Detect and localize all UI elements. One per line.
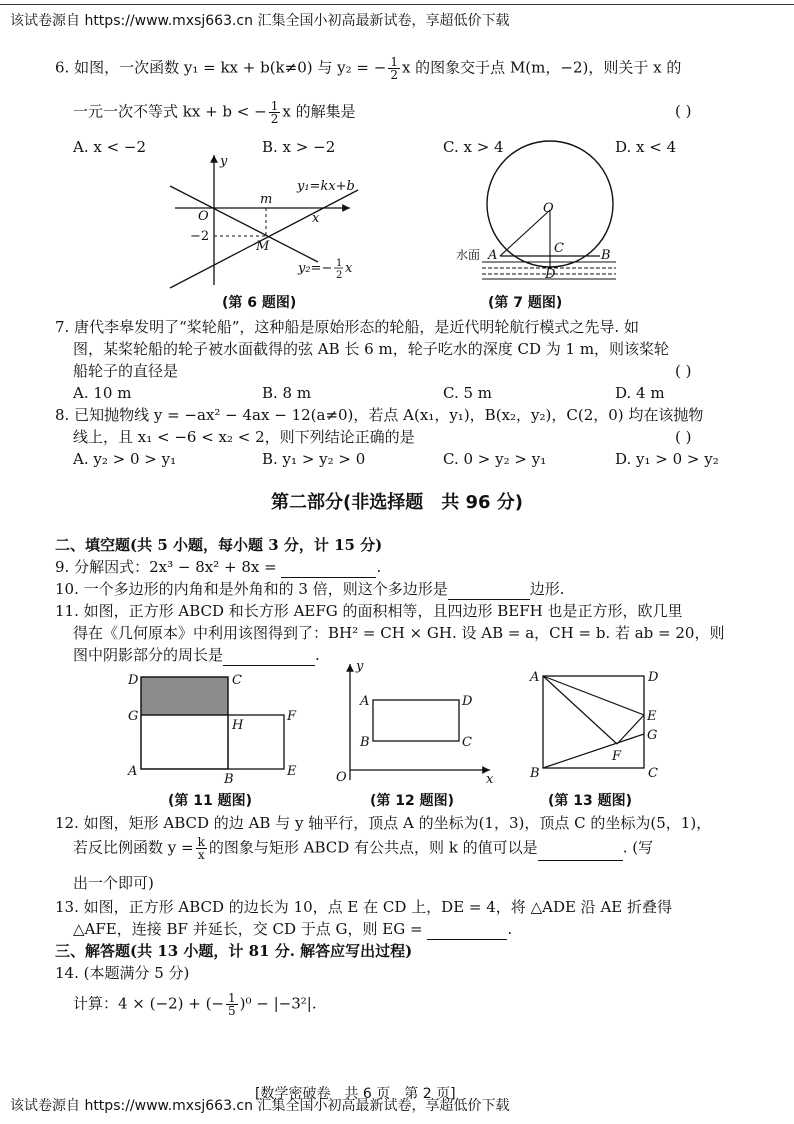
fig13-label-F: F [612, 749, 622, 764]
q6-line1: 6. 如图，一次函数 y₁ = kx + b(k≠0) 与 y₂ = − $\frac{1}{2}$ x 的图象交于点 M(m，−2)，则关于 x 的 [55, 55, 682, 82]
solve-heading: 三、解答题(共 13 小题，计 81 分. 解答应写出过程) [55, 942, 413, 960]
fig11-label-A: A [128, 764, 138, 779]
q11-line3: 图中阴影部分的周长是 . [73, 646, 320, 664]
fig13-segment-FE [617, 715, 644, 744]
q6-option-b: B. x > −2 [262, 138, 336, 156]
fig12-label-O: O [336, 770, 347, 785]
q12-line2: 若反比例函数 y = $\frac{k}{x}$ 的图象与矩形 ABCD 有公共点，则 k 的值可以是 . (写 [73, 835, 654, 862]
q7-line2: 图，某桨轮船的轮子被水面截得的弦 AB 长 6 m，轮子吃水的深度 CD 为 1 m，则该桨轮 [73, 340, 670, 358]
fig7-caption: (第 7 题图) [488, 295, 563, 311]
fig6-x-label: x [312, 211, 320, 226]
q11-line1: 11. 如图，正方形 ABCD 和长方形 AEFG 的面积相等，且四边形 BEFH 也是正方形，欧几里 [55, 602, 683, 620]
fig12-label-x: x [486, 772, 494, 787]
q14-expression: 计算：4 × (−2) + (− $\frac{1}{5}$ )⁰ − |−3²|. [73, 991, 317, 1018]
fig6-y2-tail: x [345, 261, 353, 276]
fig13-label-C: C [648, 766, 658, 781]
fig12-caption: (第 12 题图) [370, 793, 455, 809]
fig6-M-label: M [256, 239, 270, 254]
fig6-neg2-label: −2 [190, 229, 210, 244]
q12-fraction: $\frac{k}{x}$ [197, 835, 205, 862]
fig13-segment-AF [543, 676, 617, 744]
fig6-m-label: m [260, 192, 273, 207]
q12-answer-blank[interactable] [538, 844, 623, 861]
q8-option-b: B. y₁ > y₂ > 0 [262, 450, 366, 468]
q13-line2: △AFE，连接 BF 并延长，交 CD 于点 G，则 EG = . [73, 920, 513, 938]
q11-line2: 得在《几何原本》中利用该图得到了：BH² = CH × GH. 设 AB = a，CH = b. 若 ab = 20，则 [73, 624, 725, 642]
fig13-label-E: E [647, 709, 657, 724]
fig6-y2-label: y₂=− [298, 261, 333, 276]
q8-line2: 线上，且 x₁ < −6 < x₂ < 2，则下列结论正确的是 [73, 428, 415, 446]
fig13-label-B: B [530, 766, 540, 781]
q6-fraction: $\frac{1}{2}$ [390, 55, 398, 82]
fig6-y-label: y [220, 154, 228, 169]
fig13-label-D: D [648, 670, 659, 685]
q7-option-b: B. 8 m [262, 384, 312, 402]
q7-line3: 船轮子的直径是 [73, 362, 179, 380]
q8-option-c: C. 0 > y₂ > y₁ [443, 450, 547, 468]
fig11-label-E: E [287, 764, 297, 779]
fig13-segment-AE [543, 676, 644, 715]
q13-line1: 13. 如图，正方形 ABCD 的边长为 10，点 E 在 CD 上，DE = 4，将 △ADE 沿 AE 折叠得 [55, 898, 673, 916]
fig12-label-y: y [356, 659, 364, 674]
fig12-label-C: C [462, 735, 472, 750]
q9-text: 9. 分解因式：2x³ − 8x² + 8x = . [55, 558, 382, 576]
fig12-label-B: B [360, 735, 370, 750]
fig6-caption: (第 6 题图) [222, 295, 297, 311]
q12-line1: 12. 如图，矩形 ABCD 的边 AB 与 y 轴平行，顶点 A 的坐标为(1，3)，顶点 C 的坐标为(5，1)， [55, 814, 712, 832]
q13-answer-blank[interactable] [427, 923, 507, 940]
fig12-label-D: D [462, 694, 473, 709]
q8-option-d: D. y₁ > 0 > y₂ [615, 450, 719, 468]
fig11-label-D: D [128, 673, 139, 688]
q14-fraction: $\frac{1}{5}$ [228, 991, 236, 1018]
q7-line1: 7. 唐代李皋发明了“桨轮船”，这种船是原始形态的轮船，是近代明轮航行模式之先导. 如 [55, 318, 639, 336]
q7-option-d: D. 4 m [615, 384, 665, 402]
q6-option-a: A. x < −2 [73, 138, 147, 156]
fig11-label-F: F [287, 709, 297, 724]
footer-source-text: 该试卷源自 https://www.mxsj663.cn 汇集全国小初高最新试卷，享超低价下载 [10, 1098, 510, 1114]
fig11-label-G: G [128, 709, 139, 724]
q6-answer-paren: ( ) [675, 102, 692, 120]
fig7-water-label: 水面 [456, 248, 481, 262]
header-source-text: 该试卷源自 https://www.mxsj663.cn 汇集全国小初高最新试卷，享超低价下载 [10, 13, 510, 29]
fig6-y1-label: y₁=kx+b [297, 179, 355, 194]
q7-option-a: A. 10 m [73, 384, 132, 402]
fig7-B-label: B [601, 248, 611, 263]
q8-answer-paren: ( ) [675, 428, 692, 446]
fig7-C-label: C [554, 241, 564, 256]
fig13-segment-BG [543, 734, 644, 768]
q6-line2: 一元一次不等式 kx + b < − $\frac{1}{2}$ x 的解集是 [73, 99, 356, 126]
q8-option-a: A. y₂ > 0 > y₁ [73, 450, 177, 468]
fig13-label-G: G [647, 728, 658, 743]
fig11-label-C: C [232, 673, 242, 688]
q6-option-d: D. x < 4 [615, 138, 677, 156]
q6-option-c: C. x > 4 [443, 138, 504, 156]
fig11-label-H: H [232, 718, 244, 733]
q12-line3: 出一个即可) [73, 874, 154, 892]
fig11-label-B: B [224, 772, 234, 787]
fig7-D-label: D [545, 267, 556, 282]
fig13-caption: (第 13 题图) [548, 793, 633, 809]
fig11-caption: (第 11 题图) [168, 793, 253, 809]
fig7-O-label: O [543, 201, 554, 216]
fig6-y2-frac-den: 2 [336, 270, 343, 281]
footer-page-info: [数学密破卷 共 6 页 第 2 页] [255, 1086, 456, 1102]
fig6-origin-label: O [198, 209, 209, 224]
q8-line1: 8. 已知抛物线 y = −ax² − 4ax − 12(a≠0)，若点 A(x₁，y₁)，B(x₂，y₂)，C(2，0) 均在该抛物 [55, 406, 704, 424]
q7-option-c: C. 5 m [443, 384, 493, 402]
part2-title: 第二部分(非选择题 共 96 分) [270, 492, 524, 513]
fig7-A-label: A [488, 248, 498, 263]
q6-fraction-2: $\frac{1}{2}$ [270, 99, 279, 126]
fig12-label-A: A [360, 694, 370, 709]
fig6-y2-frac-num: 1 [336, 258, 343, 269]
q7-answer-paren: ( ) [675, 362, 692, 380]
q10-text: 10. 一个多边形的内角和是外角和的 3 倍，则这个多边形是 边形. [55, 580, 565, 598]
fig13-label-A: A [530, 670, 540, 685]
q14-title: 14. (本题满分 5 分) [55, 964, 190, 982]
fill-heading: 二、填空题(共 5 小题，每小题 3 分，计 15 分) [55, 536, 383, 554]
